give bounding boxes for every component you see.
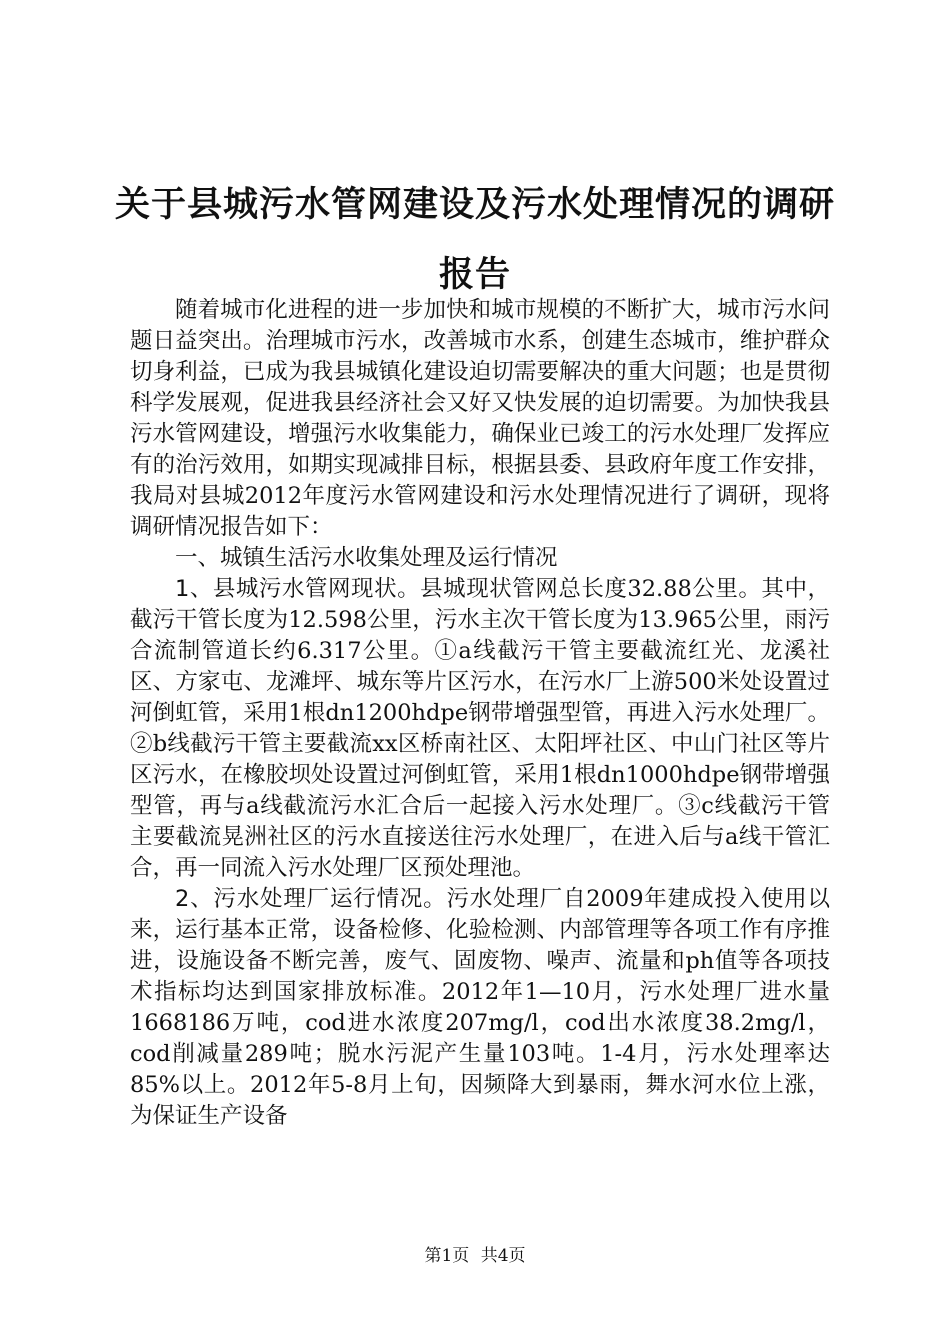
- item-1-lead: 1、县城污水管网现状。: [175, 576, 421, 602]
- page-footer: [0, 1244, 950, 1268]
- page-number-total: 共4页: [480, 1246, 526, 1266]
- title-line-2: 报告: [438, 255, 511, 295]
- title-line-1: 关于县城污水管网建设及污水处理情况的调研: [114, 185, 835, 225]
- item-1-text: 县城现状管网总长度32.88公里。其中，截污干管长度为12.598公里，污水主次干管长度为13.965公里，雨污合流制管道长约6.317公里。①a线截污干管主要截流红光、龙溪社区、方家屯、龙滩坪、城东等片区污水，在污水厂上游500米处设置过河倒虹管，采用1根dn1200hdpe钢带增强型管，再进入污水处理厂。②b线截污干管主要截流xx区桥南社区、太阳坪社区、中山门社区等片区污水，在橡胶坝处设置过河倒虹管，采用1根dn1000hdpe钢带增强型管，再与a线截流污水汇合后一起接入污水处理厂。③c线截污干管主要截流晃洲社区的污水直接送往污水处理厂，在进入后与a线干管汇合，再一同流入污水处理厂区预处理池。: [130, 576, 830, 881]
- item-2-lead: 2、污水处理厂运行情况。: [175, 886, 447, 912]
- document-title: [110, 170, 840, 310]
- item-2-paragraph: [130, 884, 830, 1132]
- item-1-paragraph: [130, 574, 830, 884]
- intro-paragraph: 随着城市化进程的进一步加快和城市规模的不断扩大，城市污水问题日益突出。治理城市污水，改善城市水系，创建生态城市，维护群众切身利益，已成为我县城镇化建设迫切需要解决的重大问题；也是贯彻科学发展观，促进我县经济社会又好又快发展的迫切需要。为加快我县污水管网建设，增强污水收集能力，确保业已竣工的污水处理厂发挥应有的治污效用，如期实现减排目标，根据县委、县政府年度工作安排，我局对县城2012年度污水管网建设和污水处理情况进行了调研，现将调研情况报告如下：: [130, 297, 830, 540]
- section-heading: 一、城镇生活污水收集处理及运行情况: [175, 545, 558, 571]
- page-number-current: 第1页: [424, 1246, 470, 1266]
- item-2-text: 污水处理厂自2009年建成投入使用以来，运行基本正常，设备检修、化验检测、内部管理等各项工作有序推进，设施设备不断完善，废气、固废物、噪声、流量和ph值等各项技术指标均达到国家排放标准。2012年1—10月，污水处理厂进水量1668186万吨，cod进水浓度207mg/l，cod出水浓度38.2mg/l，cod削减量289吨；脱水污泥产生量103吨。1-4月，污水处理率达85%以上。2012年5-8月上旬，因频降大到暴雨，舞水河水位上涨，为保证生产设备: [130, 886, 830, 1129]
- document-body: [130, 295, 830, 1132]
